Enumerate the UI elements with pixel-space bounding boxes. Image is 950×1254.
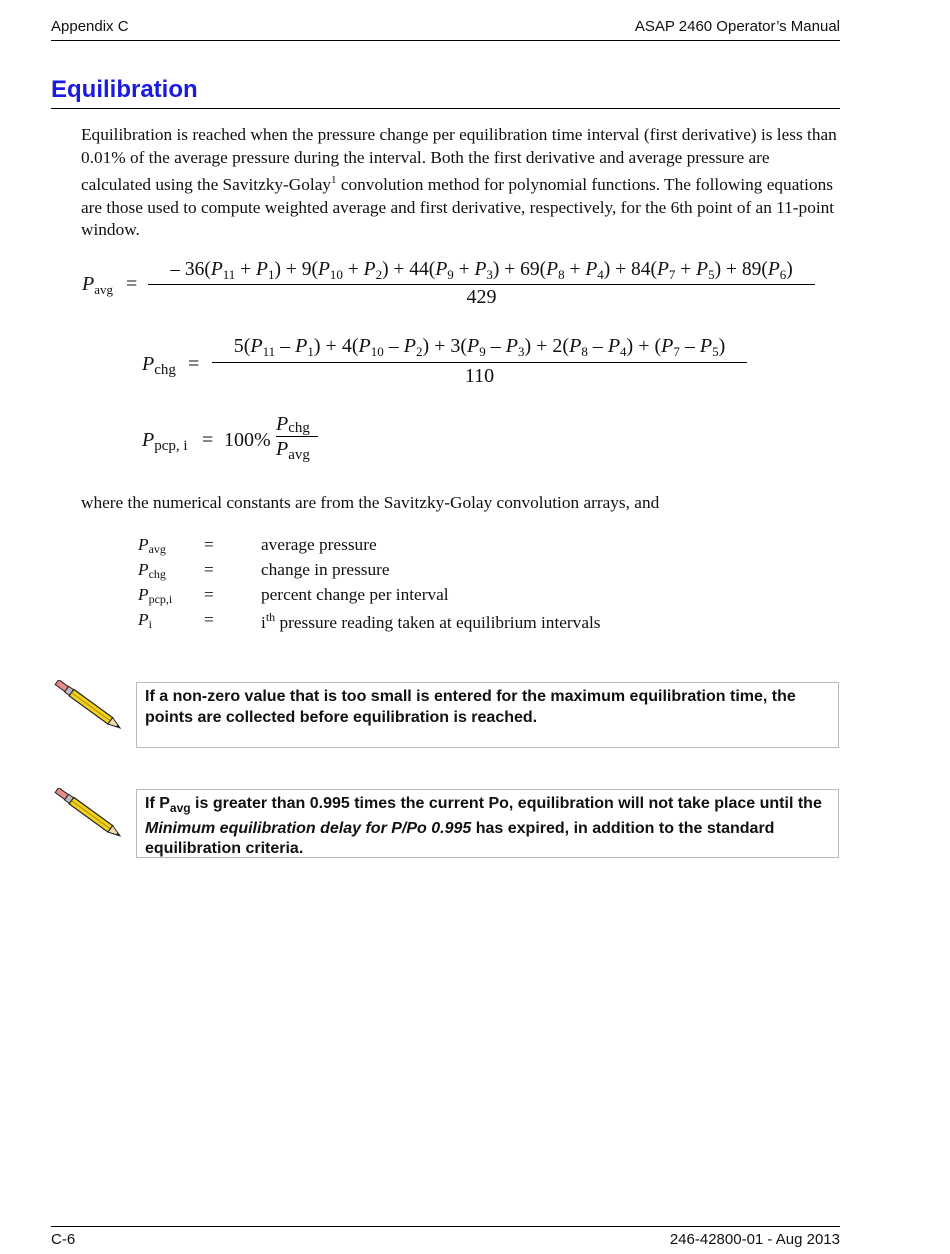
pavg-lhs: $P_{avg}$: [82, 273, 113, 297]
ppcp-fraction: Pchg $P_{avg}$: [276, 414, 318, 459]
note-box-1: [136, 682, 839, 748]
title-rule: [51, 108, 840, 109]
pchg-lhs: $P_{chg}$: [142, 353, 176, 378]
intro-text-b: convolution method for polynomial functions. The following equations are those used to compute weighted average and first derivative, respectively, for the 6th point of an 11-point window.: [81, 174, 835, 240]
equation-ppcp: $P_{pcp, i}$ = 100% Pchg $P_{avg}$: [142, 428, 342, 474]
note-box-2: [136, 789, 839, 858]
page-footer: [51, 1226, 840, 1248]
intro-paragraph: [81, 124, 841, 242]
pchg-denominator: 110: [464, 365, 495, 387]
intro-text-a: Equilibration is reached when the pressure change per equilibration time interval (first derivative) is less than 0.01% of the average pressure during the interval. Both the first derivative and average pressure are calculated using the Savitzky-Golay: [81, 125, 837, 194]
pencil-note-icon: [50, 680, 122, 740]
document-id: 246-42800-01 - Aug 2013: [669, 1231, 840, 1248]
equation-pavg: $P_{avg}$ = – $36(P_{11} + P_1) + 9(P_{10} + P_2) + 44(P_9 + P_3) + 69(P_8 + P_4) + 84(P_7 + P_5) + 89(P_6)$ 429: [82, 270, 822, 320]
header-left: Appendix C: [51, 18, 129, 35]
where-text: where the numerical constants are from the Savitzky-Golay convolution arrays, and: [81, 493, 660, 512]
pavg-numerator: – $36(P_{11} + P_1) + 9(P_{10} + P_2) + 44(P_9 + P_3) + 69(P_8 + P_4) + 84(P_7 + P_5) + 89(P_6)$: [170, 259, 793, 282]
footnote-marker: 1: [331, 174, 337, 187]
pchg-numerator: $5(P_{11} - P_1) + 4(P_{10} - P_2) + 3(P_9 - P_3) + 2(P_8 - P_4) + (P_7 - P_5)$: [233, 335, 726, 359]
equation-pchg: $P_{chg}$ = $5(P_{11} - P_1) + 4(P_{10} - P_2) + 3(P_9 - P_3) + 2(P_8 - P_4) + (P_7 - P_5)$ 110: [142, 350, 762, 400]
ppcp-coefficient: 100%: [224, 429, 271, 451]
page-number: C-6: [51, 1231, 76, 1248]
header-right: ASAP 2460 Operator’s Manual: [634, 18, 840, 35]
page-header: [51, 18, 840, 41]
note-2-text: If $P_{avg}$ is greater than 0.995 times the current Po, equilibration will not take place until the Minimum equilibration delay for P/Po 0.995 has expired, in addition to the standard equilibration criteria.: [145, 795, 822, 858]
pchg-fraction: [212, 336, 747, 386]
pencil-note-icon: [50, 788, 122, 848]
note-1-text: If a non-zero value that is too small is entered for the maximum equilibration time, the points are collected before equilibration is reached.: [145, 688, 796, 726]
section-title: Equilibration: [51, 76, 198, 103]
ppcp-lhs: $P_{pcp, i}$: [142, 429, 188, 454]
pavg-denominator: 429: [466, 286, 497, 308]
pavg-fraction: [148, 260, 815, 307]
